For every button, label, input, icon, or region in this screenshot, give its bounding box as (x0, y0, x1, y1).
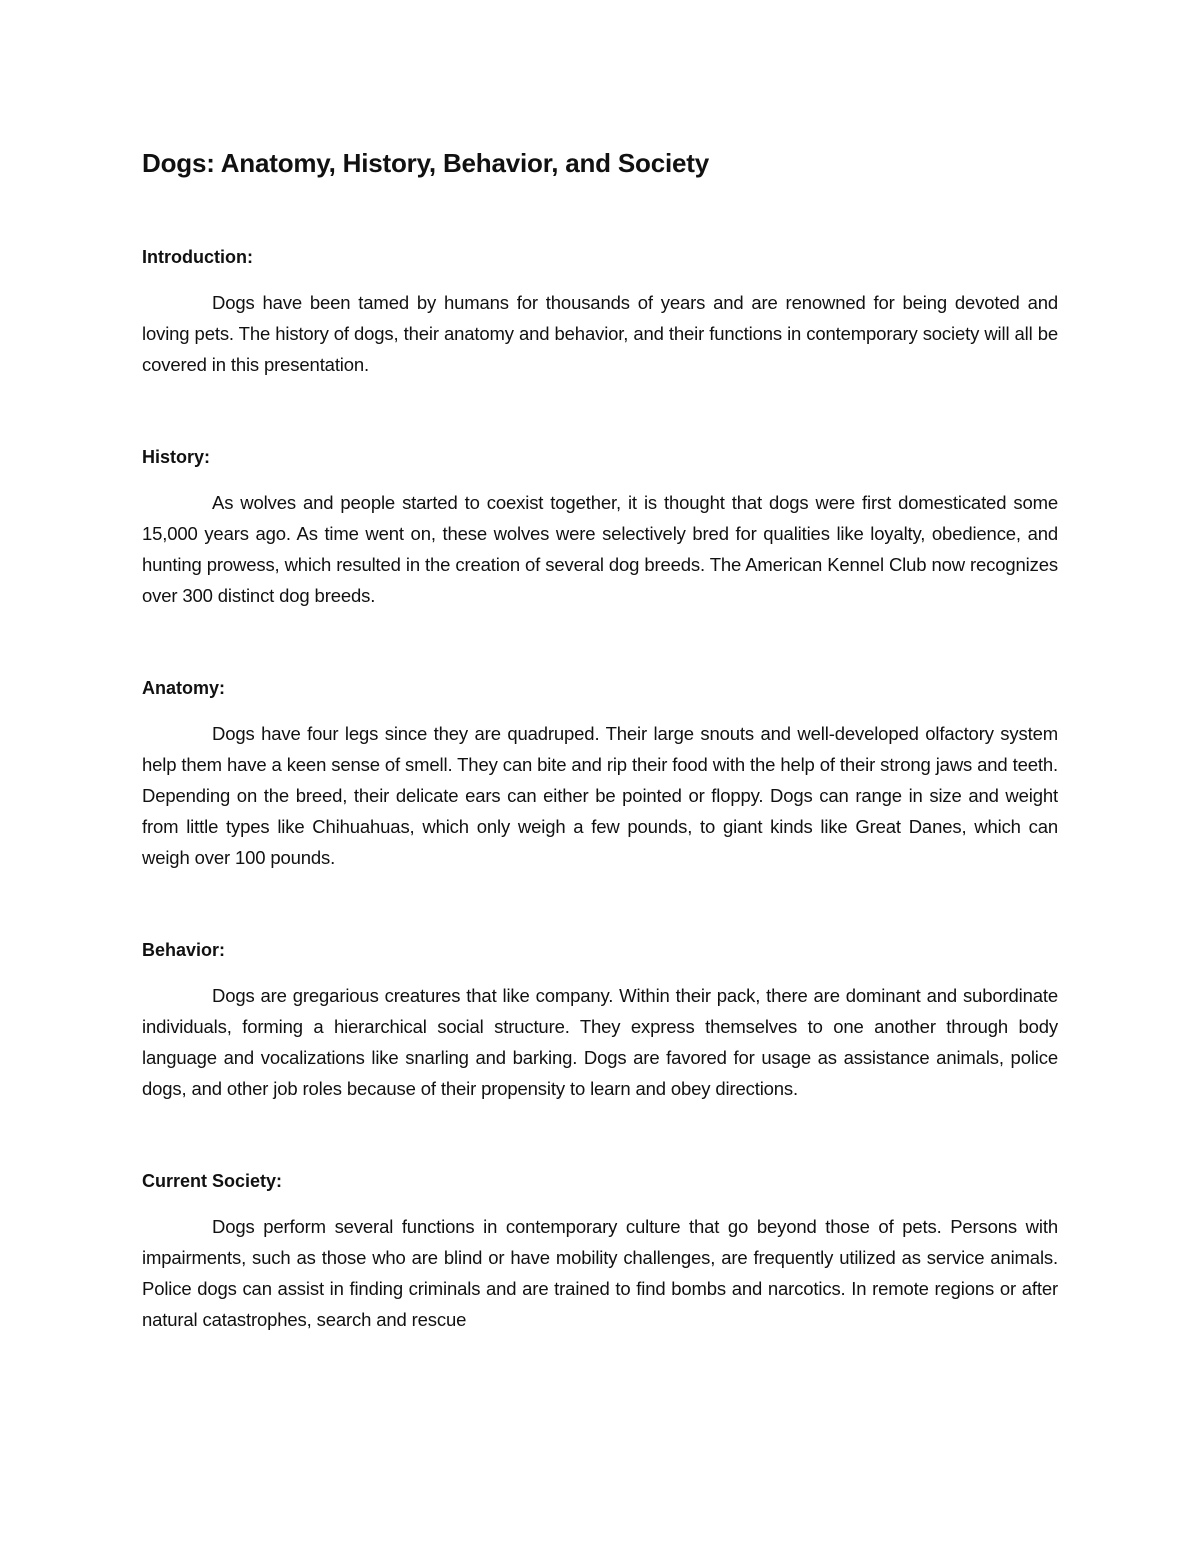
document-content (142, 146, 1058, 1397)
section-paragraph: Dogs have been tamed by humans for thousands of years and are renowned for being devoted and loving pets. The history of dogs, their anatomy and behavior, and their functions in contemporary society will all be covered in this presentation. (142, 292, 1058, 375)
section-heading: Anatomy: (142, 678, 226, 698)
section-paragraph: Dogs are gregarious creatures that like company. Within their pack, there are dominant and subordinate individuals, forming a hierarchical social structure. They express themselves to one another through body language and vocalizations like snarling and barking. Dogs are favored for usage as assistance animals, police dogs, and other job roles because of their propensity to learn and obey directions. (142, 985, 1058, 1099)
document-title: Dogs: Anatomy, History, Behavior, and Society (142, 148, 709, 178)
section-paragraph: Dogs perform several functions in contemporary culture that go beyond those of pets. Persons with impairments, such as those who are blind or have mobility challenges, are frequently utilized as service animals. Police dogs can assist in finding criminals and are trained to find bombs and narcotics. In remote regions or after natural catastrophes, search and rescue (142, 1216, 1058, 1330)
section-heading: Behavior: (142, 940, 226, 960)
section-heading: Current Society: (142, 1171, 283, 1191)
section-introduction (142, 242, 1058, 380)
section-current-society (142, 1166, 1058, 1335)
section-behavior (142, 935, 1058, 1104)
section-heading: History: (142, 447, 211, 467)
section-anatomy (142, 673, 1058, 873)
section-history (142, 442, 1058, 611)
section-paragraph: As wolves and people started to coexist together, it is thought that dogs were first domesticated some 15,000 years ago. As time went on, these wolves were selectively bred for qualities like loyalty, obedience, and hunting prowess, which resulted in the creation of several dog breeds. The American Kennel Club now recognizes over 300 distinct dog breeds. (142, 492, 1058, 606)
section-paragraph: Dogs have four legs since they are quadruped. Their large snouts and well-developed olfactory system help them have a keen sense of smell. They can bite and rip their food with the help of their strong jaws and teeth. Depending on the breed, their delicate ears can either be pointed or floppy. Dogs can range in size and weight from little types like Chihuahuas, which only weigh a few pounds, to giant kinds like Great Danes, which can weigh over 100 pounds. (142, 723, 1058, 868)
section-heading: Introduction: (142, 247, 253, 267)
